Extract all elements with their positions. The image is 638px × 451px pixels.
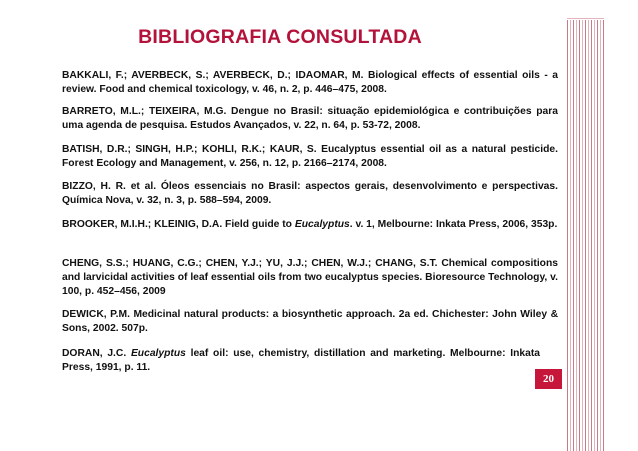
reference-text: BATISH, D.R.; SINGH, H.P.; KOHLI, R.K.; KAUR, S. Eucalyptus essential oil as a natural pesticide. Forest Ecology and Management, v. 256, n. 12, p. 2166–2174, 2008.	[62, 144, 558, 169]
stripe	[594, 20, 595, 451]
reference-item	[62, 180, 558, 208]
stripe	[576, 20, 577, 451]
reference-item	[62, 218, 558, 232]
reference-text: DEWICK, P.M. Medicinal natural products: a biosynthetic approach. 2a ed. Chichester: John Wiley & Sons, 2002. 507p.	[62, 309, 558, 334]
reference-text-tail: . v. 1, Melbourne: Inkata Press, 2006, 353p.	[349, 219, 558, 230]
reference-item	[62, 143, 558, 171]
stripe	[570, 20, 571, 451]
reference-text: BARRETO, M.L.; TEIXEIRA, M.G. Dengue no Brasil: situação epidemiológica e contribuições para uma agenda de pesquisa. Estudos Avançados, v. 22, n. 64, p. 53-72, 2008.	[62, 106, 558, 131]
reference-item	[62, 105, 558, 133]
stripe	[573, 20, 574, 451]
stripe	[579, 20, 580, 451]
reference-item	[62, 257, 558, 299]
reference-text: DORAN, J.C.	[62, 348, 131, 359]
reference-text-tail: leaf oil: use, chemistry, distillation and marketing. Melbourne: Inkata Press, 1991, p. 11.	[62, 348, 540, 373]
reference-text: BIZZO, H. R. et al. Óleos essenciais no Brasil: aspectos gerais, desenvolvimento e perspectivas. Química Nova, v. 32, n. 3, p. 588–594, 2009.	[62, 181, 558, 206]
reference-item	[62, 347, 540, 375]
stripe	[588, 20, 589, 451]
stripe	[567, 20, 568, 451]
stripe	[591, 20, 592, 451]
reference-item	[62, 308, 558, 336]
stripe	[603, 20, 604, 451]
reference-text: BROOKER, M.I.H.; KLEINIG, D.A. Field guide to	[62, 219, 295, 230]
stripe	[585, 20, 586, 451]
reference-italic: Eucalyptus	[130, 348, 186, 359]
decorative-top-rule	[567, 18, 604, 19]
stripe	[582, 20, 583, 451]
stripe	[600, 20, 601, 451]
stripe	[597, 20, 598, 451]
reference-italic: Eucalyptus	[294, 219, 350, 230]
reference-text: BAKKALI, F.; AVERBECK, S.; AVERBECK, D.; IDAOMAR, M. Biological effects of essential oils - a review. Food and chemical toxicology, v. 46, n. 2, p. 446–475, 2008.	[62, 70, 558, 95]
page-number-badge: 20	[535, 369, 562, 389]
slide-title: BIBLIOGRAFIA CONSULTADA	[138, 26, 422, 48]
reference-item	[62, 69, 558, 97]
reference-text: CHENG, S.S.; HUANG, C.G.; CHEN, Y.J.; YU, J.J.; CHEN, W.J.; CHANG, S.T. Chemical compositions and larvicidal activities of leaf essential oils from two eucalyptus species. Bioresource Technology, v. 100, p. 452–456, 2009	[62, 258, 558, 297]
decorative-side-stripes	[567, 20, 604, 451]
